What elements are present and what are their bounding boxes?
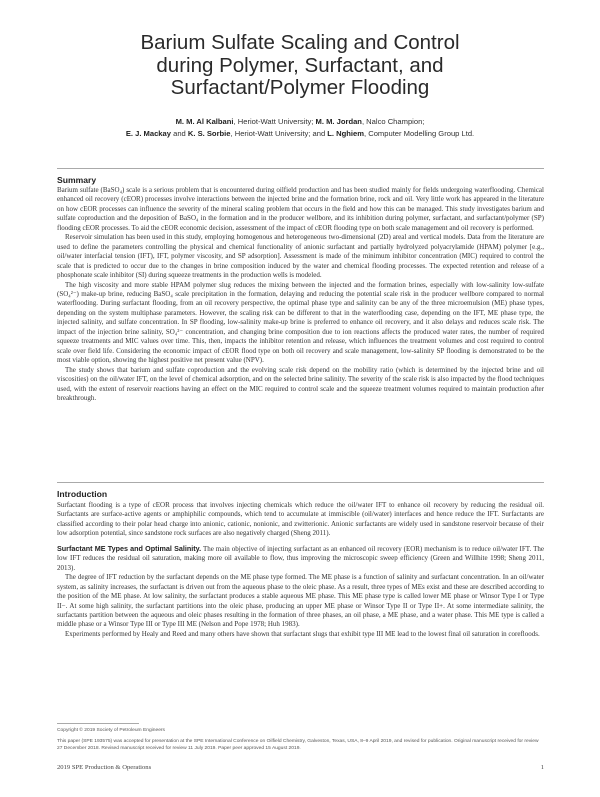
author-name: L. Nghiem bbox=[327, 129, 364, 138]
author-name: K. S. Sorbie bbox=[187, 129, 231, 138]
author-separator: and bbox=[170, 129, 188, 138]
publication-note: This paper (SPE 193575) was accepted for presentation at the SPE International Conference on Oilfield Chemistry, Galveston, Texas, USA, 8–9 April 2019, and revised for publication. Original manuscript received for review 27 December 2018. Revised manuscript received for review 11 July 2019. Paper peer approved 15 August 2019. bbox=[57, 739, 539, 751]
paper-title bbox=[60, 32, 540, 100]
introduction-heading: Introduction bbox=[57, 489, 108, 499]
author-line bbox=[30, 116, 570, 128]
author-name: M. M. Jordan bbox=[315, 117, 362, 126]
summary-paragraph: Reservoir simulation has been used in this study, employing homogenous and heterogeneous two-dimensional (2D) areal and vertical models. Data from the literature are used to define the parameters controlling the physical and chemical functionality of anionic surfactant and partially hydrolyzed polyacrylamide (HPAM) polymer [e.g., oil/water interfacial tension (IFT), IFT, polymer viscosity, and SP adsorption]. Assessment is made of the minimum inhibitor concentration (MIC) required to control the scale that is predicted to occur due to the changes in brine composition induced by the water and chemical flooding processes. The expected retention and release of a phosphonate scale inhibitor (SI) during squeeze treatments in the production wells is modeled. bbox=[57, 233, 544, 280]
author-block bbox=[30, 116, 570, 140]
introduction-paragraph: Surfactant flooding is a type of cEOR process that involves injecting chemicals which reduce the oil/water IFT to enhance oil recovery by reducing the residual oil. Surfactants are surface-active agents or amphiphilic compounds, which tend to accumulate at immiscible (oil/water) interfaces and hence reduce the IFT. Surfactants are classified according to their polar head charge into anionic, cationic, nonionic, and zwitterionic. Anionic surfactants are widely used in sandstone reservoir because of their low adsorption potential, since sandstone rock surfaces are also negatively charged (Sheng 2011). bbox=[57, 501, 544, 538]
summary-heading: Summary bbox=[57, 175, 97, 185]
introduction-body bbox=[57, 501, 544, 639]
author-affiliation: , Computer Modelling Group Ltd. bbox=[364, 129, 475, 138]
author-name: M. M. Al Kalbani bbox=[175, 117, 234, 126]
introduction-paragraph bbox=[57, 544, 544, 573]
title-line: Barium Sulfate Scaling and Control bbox=[140, 31, 460, 54]
author-line bbox=[30, 128, 570, 140]
author-affiliation: , Heriot-Watt University; and bbox=[230, 129, 328, 138]
summary-paragraph: Barium sulfate (BaSO₄) scale is a serious problem that is encountered during oilfield production and has been studied mainly for fields undergoing waterflooding. Chemical enhanced oil recovery (cEOR) processes involve interactions between the injected brine and the formation brine, rock and oil. Very little work has appeared in the literature on how cEOR processes can influence the severity of the mineral scaling problem that occurs in the field and how this can be managed. This study investigates barium and sulfate coproduction and the deposition of BaSO₄ in the formation and in the producer wellbore, and its inhibition during polymer, surfactant, and surfactant/polymer (SP) flooding cEOR processes. To aid the cEOR economic decision, assessment of the impact of cEOR flooding type on both scale management and oil recovery is performed. bbox=[57, 186, 544, 232]
subsection-text: The main objective of injecting surfactant as an enhanced oil recovery (EOR) mechanism is to reduce oil/water IFT. The low IFT reduces the residual oil saturation, making more oil available to flow, thus improving the microscopic sweep efficiency (Green and Willhite 1998; Sheng 2011, 2013). bbox=[57, 544, 544, 572]
section-divider bbox=[57, 482, 544, 483]
title-line: during Polymer, Surfactant, and bbox=[156, 53, 444, 77]
header-divider bbox=[57, 168, 544, 169]
subsection-run-in-heading: Surfactant ME Types and Optimal Salinity. bbox=[57, 543, 202, 553]
title-line: Surfactant/Polymer Flooding bbox=[170, 76, 430, 99]
introduction-paragraph: The degree of IFT reduction by the surfactant depends on the ME phase type formed. The ME phase is a function of salinity and surfactant concentration. In an oil/water system, as salinity increases, the surfactant is driven out from the aqueous phase to the oleic phase. As a result, three types of MEs exist and these are described according to the position of the ME phase. At low salinity, the surfactant produces a stable aqueous ME phase. This ME phase type is called lower ME phase or Winsor Type I or Type II−. At some high salinity, the surfactant partitions into the oleic phase, producing an upper ME phase or Winsor Type II or Type II+. At some intermediate salinity, the surfactants partition between the aqueous and oleic phases resulting in the formation of three phases, an oil phase, a ME phase, and a water phase. This ME type is called a middle phase or a Winsor Type III or Type III ME (Nelson and Pope 1978; Huh 1983). bbox=[57, 573, 544, 629]
summary-body bbox=[57, 186, 544, 403]
copyright-note: Copyright © 2019 Society of Petroleum Engineers bbox=[57, 728, 165, 733]
introduction-paragraph: Experiments performed by Healy and Reed and many others have shown that surfactant slugs that exhibit type III ME lead to the lowest final oil saturation in corefloods. bbox=[65, 629, 540, 638]
author-name: E. J. Mackay bbox=[125, 129, 171, 138]
page-number: 1 bbox=[540, 764, 544, 771]
author-affiliation: , Heriot-Watt University; bbox=[233, 117, 316, 126]
author-affiliation: , Nalco Champion; bbox=[361, 117, 425, 126]
journal-name: 2019 SPE Production & Operations bbox=[57, 764, 152, 771]
summary-paragraph: The study shows that barium and sulfate coproduction and the evolving scale risk depend on the mobility ratio (which is determined by the injected brine and oil viscosities) on the oil/water IFT, on the level of chemical adsorption, and on the selected brine salinity. The severity of the scale risk is also impacted by the flood techniques used, with the extent of reservoir reactions having an effect on the MIC required to control scale and the squeeze treatment volumes required to maintain production after breakthrough. bbox=[57, 365, 544, 402]
footnote-divider bbox=[57, 723, 139, 724]
summary-paragraph: The high viscosity and more stable HPAM polymer slug reduces the mixing between the injected and the formation brines, especially with low-salinity low-sulfate (SO₄²⁻) make-up brine, reducing BaSO₄ scale precipitation in the formation, delaying and reducing the potential scale risk in the producer wellbore compared to normal waterflooding. During surfactant flooding, from an oil recovery perspective, the optimal phase type and salinity can be any of the three microemulsion (ME) phase types, depending on the system multiphase parameters. However, the scaling risk can be different to that in the waterflooding case, depending on the IFT, ME phase type, the injected salinity, and sulfate concentration. In SP flooding, low-salinity make-up brine is preferred to enhance oil recovery, and it also delays and reduces scale risk. The impact of the injection brine salinity, SO₄²⁻ concentration, and changing brine composition due to ion reactions affects the produced water rates, the number of required squeeze treatments and MIC values over time. This, then, impacts the inhibitor retention and release, which influences the treatment volumes and cost required to control scale over field life. Considering the economic impact of cEOR flood type on both oil recovery and scale management, low-salinity SP flooding is demonstrated to be the most viable option, showing the highest positive net present value (NPV). bbox=[57, 280, 544, 365]
